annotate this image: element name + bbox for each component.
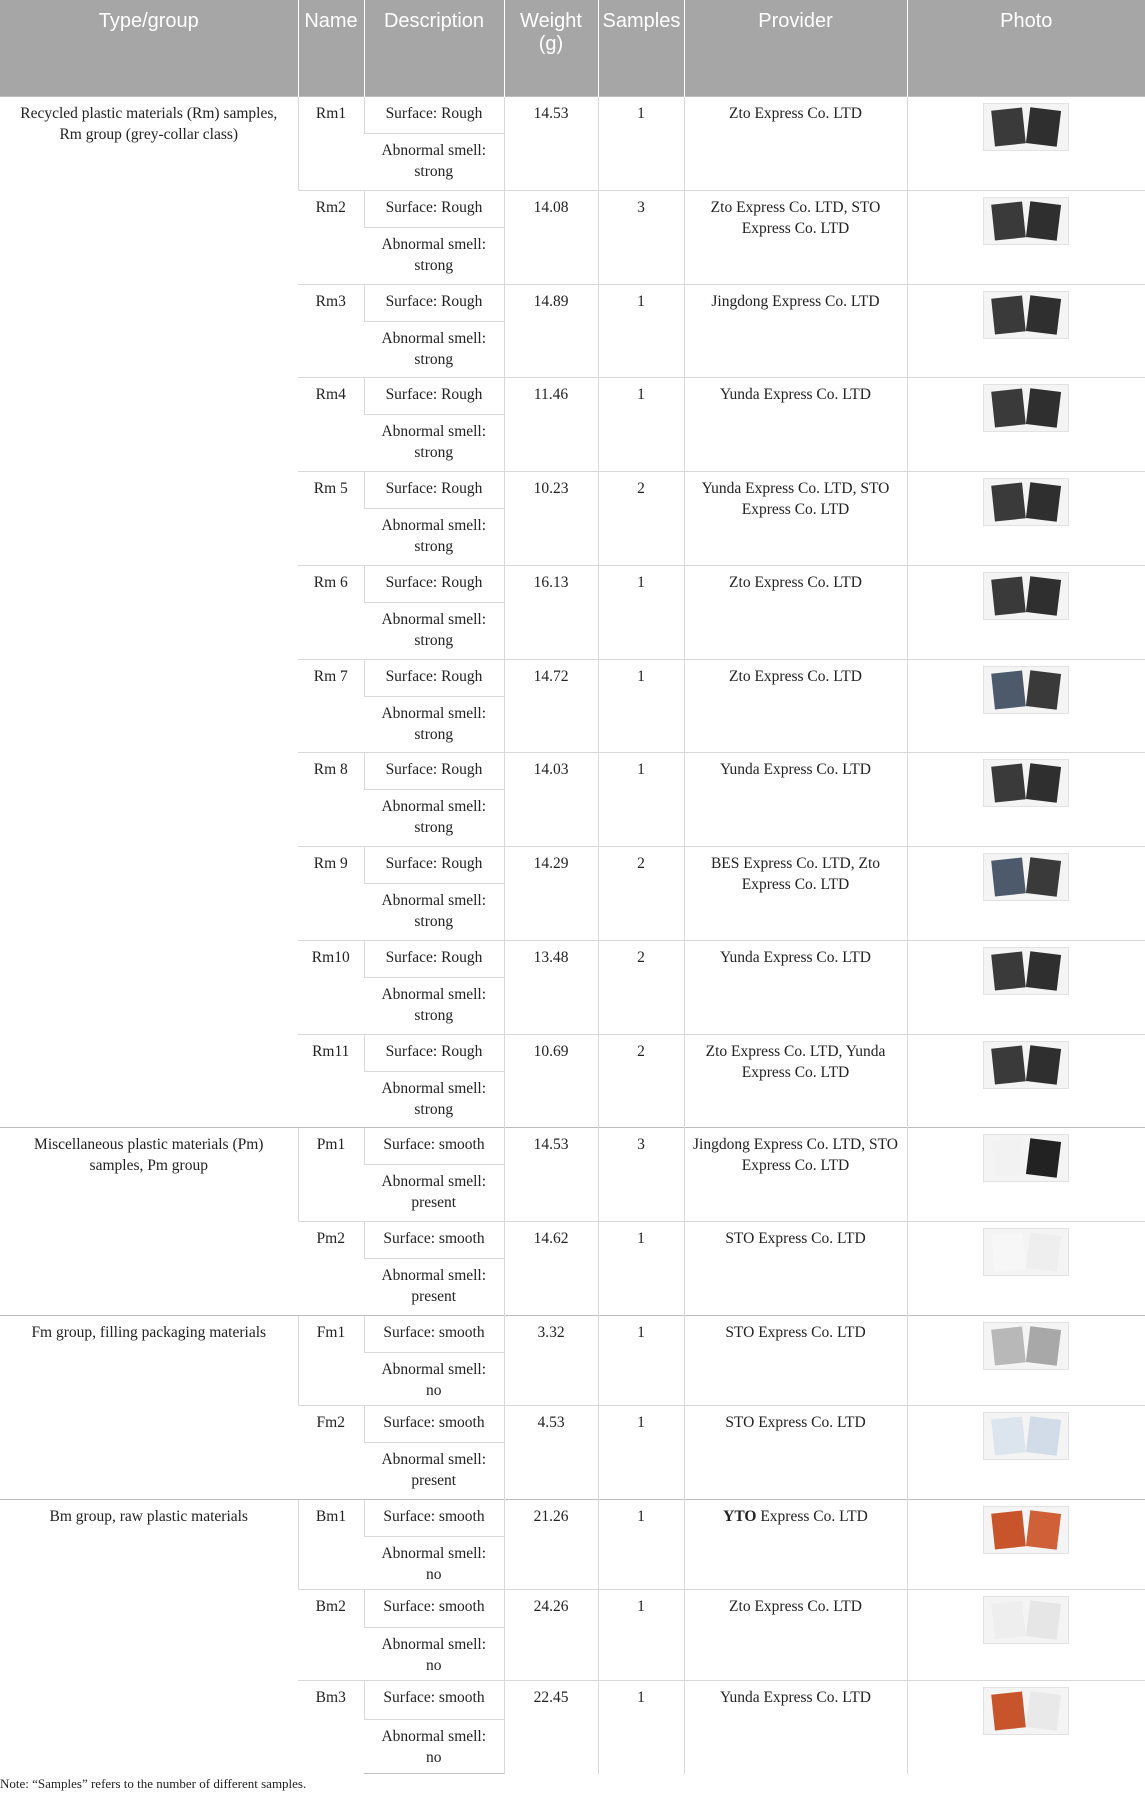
provider-cell: Yunda Express Co. LTD, STO Express Co. LTD	[684, 472, 907, 566]
sample-photo	[983, 291, 1069, 339]
provider-cell: Jingdong Express Co. LTD, STO Express Co. LTD	[684, 1128, 907, 1222]
photo-piece-left	[991, 1510, 1026, 1549]
surface-cell: Surface: smooth	[364, 1315, 504, 1352]
photo-piece-right	[1026, 670, 1061, 710]
photo-cell	[907, 472, 1145, 566]
samples-cell: 1	[598, 1680, 684, 1773]
surface-cell: Surface: Rough	[364, 847, 504, 884]
provider-bold-text: YTO	[723, 1507, 757, 1525]
samples-cell: 3	[598, 1128, 684, 1222]
type-group-cell: Fm group, filling packaging materials	[0, 1315, 298, 1499]
smell-cell: Abnormal smell: no	[364, 1720, 504, 1774]
provider-cell: Zto Express Co. LTD	[684, 97, 907, 191]
photo-piece-right	[1026, 857, 1061, 897]
photo-piece-right	[1026, 1691, 1061, 1731]
photo-piece-left	[991, 1045, 1026, 1084]
smell-cell: Abnormal smell: strong	[364, 696, 504, 753]
photo-piece-right	[1026, 1138, 1061, 1178]
photo-piece-left	[991, 764, 1026, 803]
photo-cell	[907, 378, 1145, 472]
weight-cell: 14.53	[504, 1128, 598, 1222]
photo-cell	[907, 1222, 1145, 1316]
table-row	[0, 97, 1145, 134]
weight-cell: 14.53	[504, 97, 598, 191]
type-group-cell: Recycled plastic materials (Rm) samples, Rm group (grey-collar class)	[0, 97, 298, 1128]
photo-cell	[907, 940, 1145, 1034]
photo-piece-right	[1026, 1601, 1061, 1641]
provider-cell: BES Express Co. LTD, Zto Express Co. LTD	[684, 847, 907, 941]
photo-cell	[907, 565, 1145, 659]
name-cell: Rm 5	[298, 472, 364, 566]
col-header-photo: Photo	[907, 0, 1145, 97]
photo-piece-left	[991, 1601, 1026, 1640]
photo-piece-right	[1026, 1326, 1061, 1366]
photo-cell	[907, 190, 1145, 284]
weight-cell: 11.46	[504, 378, 598, 472]
smell-cell: Abnormal smell: strong	[364, 134, 504, 191]
sample-photo	[983, 1228, 1069, 1276]
sample-photo	[983, 478, 1069, 526]
name-cell: Rm 6	[298, 565, 364, 659]
smell-cell: Abnormal smell: present	[364, 1259, 504, 1316]
photo-piece-left	[991, 951, 1026, 990]
sample-photo	[983, 572, 1069, 620]
photo-cell	[907, 1034, 1145, 1128]
provider-cell: Yunda Express Co. LTD	[684, 940, 907, 1034]
provider-cell: Jingdong Express Co. LTD	[684, 284, 907, 378]
name-cell: Fm2	[298, 1406, 364, 1500]
sample-photo	[983, 853, 1069, 901]
provider-cell: Yunda Express Co. LTD	[684, 753, 907, 847]
provider-rest-text: Express Co. LTD	[756, 1507, 868, 1525]
smell-cell: Abnormal smell: strong	[364, 790, 504, 847]
name-cell: Rm3	[298, 284, 364, 378]
weight-cell: 14.03	[504, 753, 598, 847]
photo-piece-left	[991, 1417, 1026, 1456]
weight-cell: 14.29	[504, 847, 598, 941]
samples-cell: 2	[598, 1034, 684, 1128]
surface-cell: Surface: smooth	[364, 1128, 504, 1165]
photo-piece-right	[1026, 951, 1061, 991]
samples-cell: 1	[598, 565, 684, 659]
weight-cell: 22.45	[504, 1680, 598, 1773]
weight-cell: 14.72	[504, 659, 598, 753]
surface-cell: Surface: smooth	[364, 1222, 504, 1259]
photo-piece-right	[1026, 201, 1061, 241]
weight-cell: 14.62	[504, 1222, 598, 1316]
name-cell: Rm1	[298, 97, 364, 191]
table-row	[0, 1315, 1145, 1352]
sample-photo	[983, 947, 1069, 995]
name-cell: Fm1	[298, 1315, 364, 1405]
photo-piece-left	[991, 482, 1026, 521]
weight-cell: 4.53	[504, 1406, 598, 1500]
smell-cell: Abnormal smell: strong	[364, 509, 504, 566]
weight-cell: 3.32	[504, 1315, 598, 1405]
photo-piece-left	[991, 1691, 1026, 1730]
sample-photo	[983, 1596, 1069, 1644]
surface-cell: Surface: Rough	[364, 753, 504, 790]
weight-cell: 14.08	[504, 190, 598, 284]
surface-cell: Surface: Rough	[364, 472, 504, 509]
photo-piece-right	[1026, 482, 1061, 522]
provider-cell: Zto Express Co. LTD	[684, 1590, 907, 1680]
surface-cell: Surface: Rough	[364, 659, 504, 696]
photo-piece-left	[991, 857, 1026, 896]
photo-piece-right	[1026, 107, 1061, 147]
photo-piece-right	[1026, 388, 1061, 428]
provider-cell: STO Express Co. LTD	[684, 1222, 907, 1316]
samples-cell: 1	[598, 753, 684, 847]
name-cell: Bm1	[298, 1499, 364, 1589]
photo-piece-left	[991, 576, 1026, 615]
photo-piece-right	[1026, 1510, 1061, 1550]
photo-piece-right	[1026, 576, 1061, 616]
name-cell: Rm 9	[298, 847, 364, 941]
smell-cell: Abnormal smell: no	[364, 1352, 504, 1405]
photo-cell	[907, 753, 1145, 847]
photo-piece-right	[1026, 1416, 1061, 1456]
name-cell: Rm4	[298, 378, 364, 472]
surface-cell: Surface: Rough	[364, 378, 504, 415]
name-cell: Pm2	[298, 1222, 364, 1316]
surface-cell: Surface: smooth	[364, 1680, 504, 1719]
photo-piece-right	[1026, 295, 1061, 335]
col-header-type-group: Type/group	[0, 0, 298, 97]
photo-cell	[907, 1406, 1145, 1500]
photo-piece-right	[1026, 763, 1061, 803]
type-group-cell: Bm group, raw plastic materials	[0, 1499, 298, 1773]
smell-cell: Abnormal smell: present	[364, 1165, 504, 1222]
surface-cell: Surface: Rough	[364, 565, 504, 602]
samples-cell: 1	[598, 1406, 684, 1500]
photo-cell	[907, 1590, 1145, 1680]
sample-photo	[983, 384, 1069, 432]
photo-cell	[907, 284, 1145, 378]
smell-cell: Abnormal smell: strong	[364, 884, 504, 941]
weight-cell: 10.23	[504, 472, 598, 566]
samples-cell: 2	[598, 847, 684, 941]
samples-cell: 2	[598, 472, 684, 566]
photo-piece-left	[991, 201, 1026, 240]
smell-cell: Abnormal smell: no	[364, 1537, 504, 1590]
surface-cell: Surface: Rough	[364, 190, 504, 227]
col-header-description: Description	[364, 0, 504, 97]
name-cell: Rm11	[298, 1034, 364, 1128]
photo-cell	[907, 1680, 1145, 1773]
name-cell: Rm 7	[298, 659, 364, 753]
sample-photo	[983, 1506, 1069, 1554]
samples-cell: 1	[598, 1499, 684, 1589]
provider-cell: Yunda Express Co. LTD	[684, 378, 907, 472]
samples-cell: 1	[598, 1315, 684, 1405]
photo-cell	[907, 97, 1145, 191]
name-cell: Pm1	[298, 1128, 364, 1222]
name-cell: Rm2	[298, 190, 364, 284]
provider-cell	[684, 1499, 907, 1589]
surface-cell: Surface: smooth	[364, 1406, 504, 1443]
smell-cell: Abnormal smell: strong	[364, 415, 504, 472]
provider-cell: Yunda Express Co. LTD	[684, 1680, 907, 1773]
samples-cell: 3	[598, 190, 684, 284]
sample-photo	[983, 197, 1069, 245]
weight-cell: 14.89	[504, 284, 598, 378]
photo-piece-left	[991, 295, 1026, 334]
name-cell: Bm2	[298, 1590, 364, 1680]
sample-photo	[983, 1412, 1069, 1460]
smell-cell: Abnormal smell: strong	[364, 1071, 504, 1128]
provider-cell: Zto Express Co. LTD	[684, 659, 907, 753]
provider-cell: Zto Express Co. LTD, STO Express Co. LTD	[684, 190, 907, 284]
type-group-cell: Miscellaneous plastic materials (Pm) samples, Pm group	[0, 1128, 298, 1316]
provider-cell: Zto Express Co. LTD, Yunda Express Co. LTD	[684, 1034, 907, 1128]
weight-cell: 10.69	[504, 1034, 598, 1128]
surface-cell: Surface: Rough	[364, 1034, 504, 1071]
surface-cell: Surface: smooth	[364, 1590, 504, 1627]
sample-photo	[983, 1134, 1069, 1182]
photo-piece-left	[991, 1139, 1026, 1178]
photo-piece-right	[1026, 1232, 1061, 1272]
smell-cell: Abnormal smell: strong	[364, 602, 504, 659]
table-body	[0, 97, 1145, 1774]
surface-cell: Surface: Rough	[364, 940, 504, 977]
surface-cell: Surface: Rough	[364, 284, 504, 321]
header-row	[0, 0, 1145, 97]
photo-cell	[907, 1315, 1145, 1405]
samples-cell: 1	[598, 284, 684, 378]
photo-piece-left	[991, 389, 1026, 428]
photo-piece-left	[991, 107, 1026, 146]
samples-cell: 1	[598, 97, 684, 191]
smell-cell: Abnormal smell: strong	[364, 977, 504, 1034]
col-header-samples: Samples	[598, 0, 684, 97]
sample-photo	[983, 103, 1069, 151]
surface-cell: Surface: smooth	[364, 1499, 504, 1536]
smell-cell: Abnormal smell: present	[364, 1443, 504, 1500]
samples-cell: 2	[598, 940, 684, 1034]
photo-piece-left	[991, 1232, 1026, 1271]
photo-cell	[907, 1128, 1145, 1222]
smell-cell: Abnormal smell: strong	[364, 227, 504, 284]
name-cell: Rm 8	[298, 753, 364, 847]
smell-cell: Abnormal smell: strong	[364, 321, 504, 378]
samples-cell: 1	[598, 378, 684, 472]
col-header-name: Name	[298, 0, 364, 97]
col-header-weight: Weight (g)	[504, 0, 598, 97]
weight-cell: 13.48	[504, 940, 598, 1034]
sample-photo	[983, 1322, 1069, 1370]
provider-cell: STO Express Co. LTD	[684, 1406, 907, 1500]
weight-cell: 24.26	[504, 1590, 598, 1680]
photo-piece-right	[1026, 1045, 1061, 1085]
sample-photo	[983, 1041, 1069, 1089]
col-header-provider: Provider	[684, 0, 907, 97]
name-cell: Bm3	[298, 1680, 364, 1773]
sample-photo	[983, 759, 1069, 807]
surface-cell: Surface: Rough	[364, 97, 504, 134]
weight-cell: 16.13	[504, 565, 598, 659]
provider-cell: STO Express Co. LTD	[684, 1315, 907, 1405]
table-row	[0, 1499, 1145, 1536]
samples-cell: 1	[598, 1222, 684, 1316]
photo-cell	[907, 659, 1145, 753]
table-note: Note: “Samples” refers to the number of different samples.	[0, 1776, 307, 1791]
photo-piece-left	[991, 1326, 1026, 1365]
weight-cell: 21.26	[504, 1499, 598, 1589]
photo-piece-left	[991, 670, 1026, 709]
smell-cell: Abnormal smell: no	[364, 1627, 504, 1680]
photo-cell	[907, 1499, 1145, 1589]
name-cell: Rm10	[298, 940, 364, 1034]
sample-photo	[983, 666, 1069, 714]
samples-cell: 1	[598, 659, 684, 753]
samples-cell: 1	[598, 1590, 684, 1680]
table-row	[0, 1128, 1145, 1165]
sample-photo	[983, 1687, 1069, 1735]
provider-cell: Zto Express Co. LTD	[684, 565, 907, 659]
photo-cell	[907, 847, 1145, 941]
